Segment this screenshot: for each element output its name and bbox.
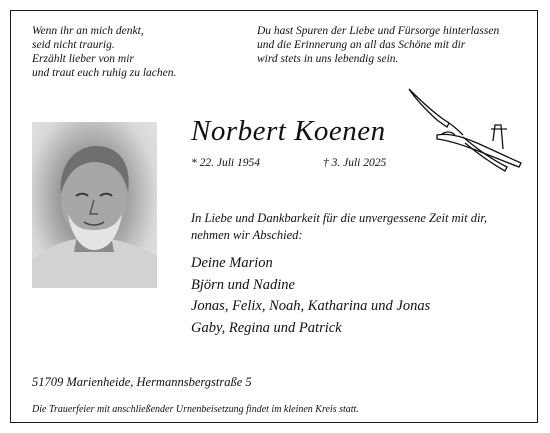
death-date: † 3. Juli 2025 — [323, 157, 387, 169]
poem-right-line: wird stets in uns lebendig sein. — [257, 53, 399, 65]
poem-left-line: seid nicht traurig. — [32, 39, 115, 51]
poem-right-line: Du hast Spuren der Liebe und Fürsorge hinterlassen — [257, 25, 500, 37]
mourners-list — [191, 253, 430, 339]
address: 51709 Marienheide, Hermannsbergstraße 5 — [32, 375, 252, 389]
deceased-name: Norbert Koenen — [191, 115, 386, 147]
poem-left-line: Erzählt lieber von mir — [32, 53, 134, 65]
poem-right — [257, 24, 499, 66]
poem-left-line: und traut euch ruhig zu lachen. — [32, 67, 177, 79]
glider-icon — [407, 87, 525, 182]
poem-left — [32, 24, 176, 80]
poem-right-line: und die Erinnerung an all das Schöne mit dir — [257, 39, 466, 51]
poem-left-line: Wenn ihr an mich denkt, — [32, 25, 144, 37]
mourner-item: Deine Marion — [191, 255, 273, 271]
intro-line: In Liebe und Dankbarkeit für die unvergessene Zeit mit dir, — [191, 211, 488, 225]
mourner-item: Björn und Nadine — [191, 276, 295, 293]
mourner-item: Gaby, Regina und Patrick — [191, 319, 342, 336]
portrait-photo — [32, 122, 157, 288]
mourner-item: Jonas, Felix, Noah, Katharina und Jonas — [191, 298, 431, 314]
farewell-intro — [191, 210, 487, 244]
portrait-photo-drawing — [32, 122, 157, 288]
birth-date: * 22. Juli 1954 — [191, 157, 260, 169]
intro-line: nehmen wir Abschied: — [191, 228, 303, 242]
obituary-card — [10, 10, 538, 423]
funeral-notice: Die Trauerfeier mit anschließender Urnenbeisetzung findet im kleinen Kreis statt. — [32, 404, 359, 415]
